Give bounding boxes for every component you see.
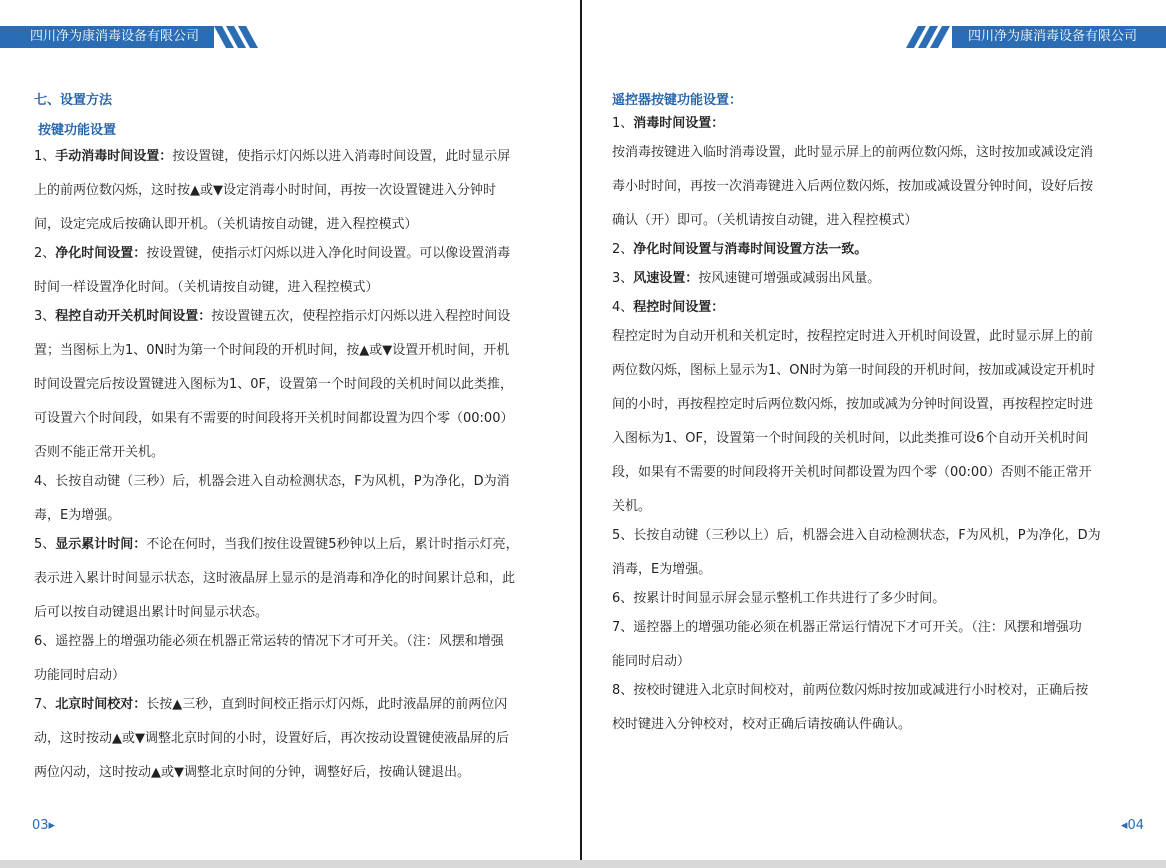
item-heading: 净化时间设置： (55, 246, 147, 261)
list-item (612, 526, 1132, 579)
item-text: 后可以按自动键退出累计时间显示状态。 (34, 605, 269, 620)
text-line (34, 409, 554, 428)
text-line (612, 618, 1132, 637)
item-number: 4、 (612, 300, 634, 315)
subsection-title: 按键功能设置 (38, 123, 117, 138)
item-number: 4、 (34, 474, 56, 489)
item-number: 5、 (34, 537, 56, 552)
text-line (34, 695, 554, 714)
item-text: 表示进入累计时间显示状态，这时液晶屏上显示的是消毒和净化的时间累计总和，此 (34, 571, 516, 586)
text-line (612, 497, 1132, 516)
item-heading: 程控自动开关机时间设置： (55, 309, 212, 324)
text-line (34, 472, 554, 491)
text-line (612, 269, 1132, 288)
item-text: 置；当图标上为1、0N时为第一个时间段的开机时间，按▲或▼设置开机时间，开机 (34, 343, 510, 358)
right-page (584, 0, 1166, 862)
list-item (612, 327, 1132, 516)
item-number: 7、 (34, 697, 56, 712)
item-heading: 风速设置： (633, 271, 699, 286)
list-item (34, 632, 554, 685)
text-line (612, 715, 1132, 734)
text-line (34, 278, 554, 297)
text-line (612, 114, 1132, 133)
item-text: 按设置键，使指示灯闪烁以进入消毒时间设置，此时显示屏 (172, 149, 511, 164)
page-spine (580, 0, 582, 862)
text-line (34, 147, 554, 166)
stripes-decoration (214, 26, 274, 48)
right-content (612, 90, 1132, 734)
item-heading: 消毒时间设置： (633, 116, 725, 131)
text-line (612, 429, 1132, 448)
item-number: 8、 (612, 683, 634, 698)
text-line (612, 177, 1132, 196)
item-number: 3、 (612, 271, 634, 286)
item-heading: 净化时间设置与消毒时间设置方法一致。 (633, 242, 868, 257)
item-text: 段，如果有不需要的时间段将开关机时间都设置为四个零（00:00）否则不能正常开 (612, 465, 1092, 480)
text-line (34, 763, 554, 782)
list-item (34, 244, 554, 297)
item-text: 毒小时时间，再按一次消毒键进入后两位数闪烁，按加或减设置分钟时间，设好后按 (612, 179, 1094, 194)
item-text: 按设置键五次，使程控指示灯闪烁以进入程控时间设 (211, 309, 511, 324)
item-text: 遥控器上的增强功能必须在机器正常运转的情况下才可开关。（注：风摆和增强 (55, 634, 504, 649)
item-text: 按消毒按键进入临时消毒设置，此时显示屏上的前两位数闪烁，这时按加或减设定消 (612, 145, 1094, 160)
item-text: 时间设置完后按设置键进入图标为1、0F，设置第一个时间段的关机时间以此类推， (34, 377, 514, 392)
item-heading: 手动消毒时间设置： (55, 149, 173, 164)
item-heading: 北京时间校对： (55, 697, 147, 712)
stripes-decoration (906, 26, 952, 48)
text-line (612, 327, 1132, 346)
text-line (34, 181, 554, 200)
text-line (34, 729, 554, 748)
text-line (34, 666, 554, 685)
text-line (612, 463, 1132, 482)
text-line (34, 569, 554, 588)
list-item (612, 240, 1132, 259)
company-name: 四川净为康消毒设备有限公司 (0, 26, 214, 48)
item-number: 1、 (34, 149, 56, 164)
text-line (612, 589, 1132, 608)
item-text: 程控定时为自动开机和关机定时，按程控定时进入开机时间设置，此时显示屏上的前 (612, 329, 1094, 344)
item-heading: 程控时间设置： (633, 300, 725, 315)
text-line (34, 341, 554, 360)
list-item (34, 535, 554, 622)
item-text: 长按▲三秒，直到时间校正指示灯闪烁，此时液晶屏的前两位闪 (146, 697, 508, 712)
item-text: 长按自动键（三秒以上）后，机器会进入自动检测状态，F为风机，P为净化，D为 (633, 528, 1101, 543)
item-text: 按累计时间显示屏会显示整机工作共进行了多少时间。 (633, 591, 946, 606)
list-item (612, 589, 1132, 608)
item-text: 上的前两位数闪烁，这时按▲或▼设定消毒小时时间，再按一次设置键进入分钟时 (34, 183, 496, 198)
left-page (0, 0, 580, 862)
item-text: 两位数闪烁，图标上显示为1、ON时为第一时间段的开机时间，按加或减设定开机时 (612, 363, 1096, 378)
item-text: 可设置六个时间段，如果有不需要的时间段将开关机时间都设置为四个零（00:00） (34, 411, 514, 426)
text-line (612, 240, 1132, 259)
item-number: 3、 (34, 309, 56, 324)
text-line (34, 506, 554, 525)
list-item (612, 269, 1132, 288)
text-line (34, 244, 554, 263)
item-text: 确认（开）即可。（关机请按自动键，进入程控模式） (612, 213, 918, 228)
text-line (34, 443, 554, 462)
item-number: 2、 (34, 246, 56, 261)
company-name: 四川净为康消毒设备有限公司 (952, 26, 1166, 48)
right-header-bar (906, 26, 1166, 48)
text-line (34, 307, 554, 326)
item-text: 遥控器上的增强功能必须在机器正常运行情况下才可开关。（注：风摆和增强功 (633, 620, 1082, 635)
item-text: 入图标为1、OF，设置第一个时间段的关机时间，以此类推可设6个自动开关机时间 (612, 431, 1089, 446)
item-text: 两位闪动，这时按动▲或▼调整北京时间的分钟，调整好后，按确认键退出。 (34, 765, 470, 780)
text-line (34, 535, 554, 554)
item-text: 按设置键，使指示灯闪烁以进入净化时间设置。可以像设置消毒 (146, 246, 511, 261)
item-number: 1、 (612, 116, 634, 131)
item-text: 动，这时按动▲或▼调整北京时间的小时，设置好后，再次按动设置键使液晶屏的后 (34, 731, 509, 746)
text-line (34, 375, 554, 394)
item-text: 间，设定完成后按确认即开机。（关机请按自动键，进入程控模式） (34, 217, 418, 232)
left-header-bar (0, 26, 260, 48)
item-text: 按校时键进入北京时间校对，前两位数闪烁时按加或减进行小时校对，正确后按 (633, 683, 1089, 698)
item-text: 校时键进入分钟校对，校对正确后请按确认件确认。 (612, 717, 912, 732)
list-item (612, 681, 1132, 734)
text-line (34, 632, 554, 651)
text-line (34, 603, 554, 622)
item-text: 按风速键可增强或减弱出风量。 (698, 271, 881, 286)
item-number: 6、 (612, 591, 634, 606)
item-text: 不论在何时，当我们按住设置键5秒钟以上后，累计时指示灯亮， (146, 537, 519, 552)
list-item (612, 114, 1132, 133)
item-number: 2、 (612, 242, 634, 257)
left-content (34, 90, 554, 782)
section-title: 七、设置方法 (34, 93, 113, 108)
item-text: 长按自动键（三秒）后，机器会进入自动检测状态，F为风机，P为净化，D为消 (55, 474, 510, 489)
section-title: 遥控器按键功能设置： (612, 93, 743, 108)
item-number: 5、 (612, 528, 634, 543)
list-item (34, 147, 554, 234)
item-text: 能同时启动） (612, 654, 691, 669)
list-item (34, 695, 554, 782)
item-text: 毒，E为增强。 (34, 508, 121, 523)
page-number: ◂04 (1120, 818, 1144, 833)
text-line (612, 395, 1132, 414)
item-number: 7、 (612, 620, 634, 635)
item-text: 关机。 (612, 499, 652, 514)
page-number: 03▸ (32, 818, 56, 833)
list-item (612, 143, 1132, 230)
text-line (612, 361, 1132, 380)
item-text: 间的小时，再按程控定时后两位数闪烁，按加或减为分钟时间设置，再按程控定时进 (612, 397, 1094, 412)
text-line (34, 215, 554, 234)
item-text: 功能同时启动） (34, 668, 126, 683)
item-heading: 显示累计时间： (55, 537, 147, 552)
list-item (34, 472, 554, 525)
item-text: 消毒，E为增强。 (612, 562, 712, 577)
bottom-strip (0, 860, 1166, 868)
list-item (612, 618, 1132, 671)
list-item (34, 307, 554, 462)
item-text: 否则不能正常开关机。 (34, 445, 165, 460)
right-item-list (612, 114, 1132, 734)
text-line (612, 681, 1132, 700)
item-number: 6、 (34, 634, 56, 649)
text-line (612, 143, 1132, 162)
text-line (612, 560, 1132, 579)
text-line (612, 298, 1132, 317)
text-line (612, 211, 1132, 230)
list-item (612, 298, 1132, 317)
left-item-list (34, 147, 554, 782)
text-line (612, 652, 1132, 671)
item-text: 时间一样设置净化时间。（关机请按自动键，进入程控模式） (34, 280, 379, 295)
text-line (612, 526, 1132, 545)
